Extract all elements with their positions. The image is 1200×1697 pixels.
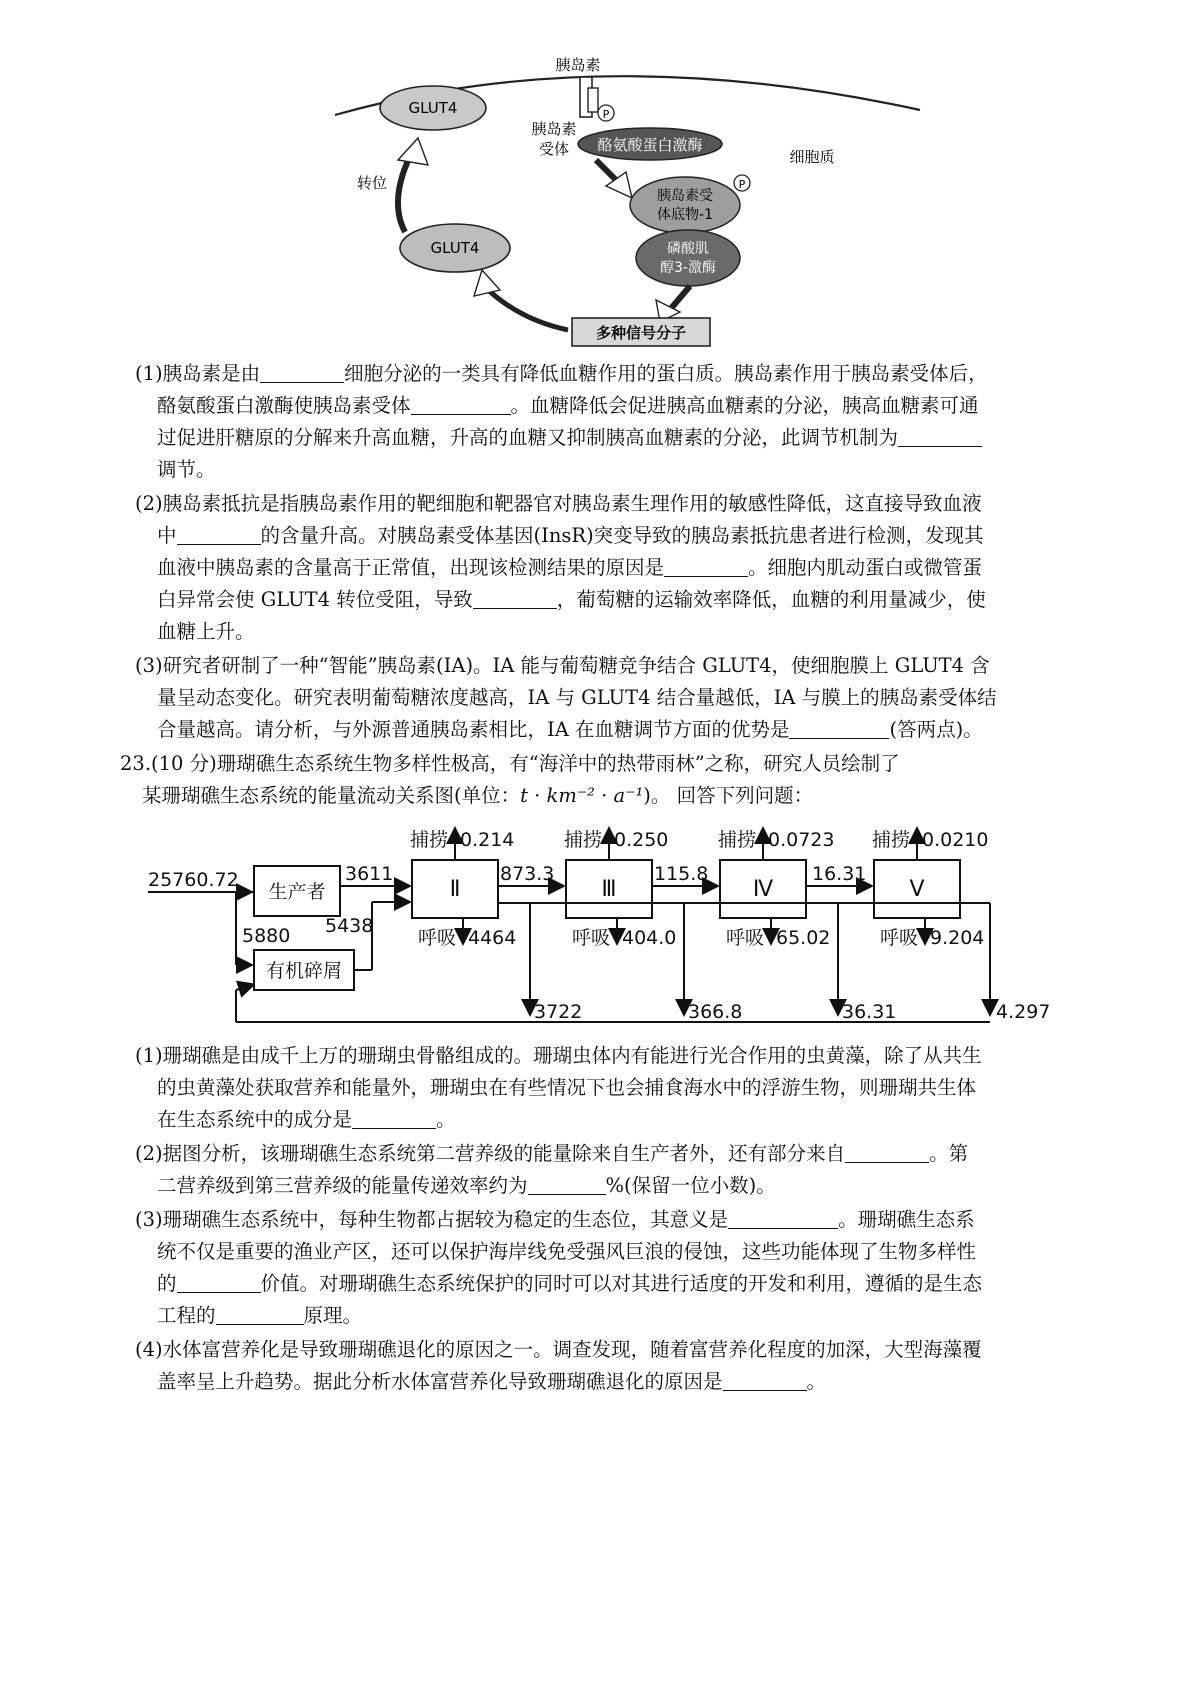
catch-label-2: 捕捞 <box>410 829 449 851</box>
flow-2-3-value: 873.3 <box>500 863 555 885</box>
catch-label-4: 捕捞 <box>718 829 757 851</box>
cytoplasm-label: 细胞质 <box>789 148 835 166</box>
answer-blank[interactable] <box>473 587 557 609</box>
energy-flow-diagram <box>0 818 1200 1033</box>
catch-label-3: 捕捞 <box>564 829 603 851</box>
catch-value-5: 0.0210 <box>922 829 989 851</box>
detritus-label: 有机碎屑 <box>265 960 343 982</box>
unit-expression: t · km⁻² · a⁻¹ <box>520 784 644 807</box>
q23-part2: (2)据图分析，该珊瑚礁生态系统第二营养级的能量除来自生产者外，还有部分来自 。第 二营养级到第三营养级的能量传递效率约为 %(保留一位小数)。 <box>135 1142 969 1197</box>
irs1-oval <box>630 177 740 233</box>
q22-part2: (2)胰岛素抵抗是指胰岛素作用的靶细胞和靶器官对胰岛素生理作用的敏感性降低，这直接导致血液 中 的含量升高。对胰岛素受体基因(InsR)突变导致的胰岛素抵抗患者进行检测，发现其 血液中胰岛素的含量高于正常值，出现该检测结果的原因是 。细胞内肌动蛋白或微管蛋 白异常会使 GLUT4 转位受阻，导致 ，葡萄糖的运输效率降低，血糖的利用量减少，使 血糖上升。 <box>135 492 986 643</box>
pi3k-oval <box>636 230 740 286</box>
answer-blank[interactable] <box>723 1369 807 1391</box>
producer-label: 生产者 <box>268 881 326 903</box>
level-4-label: Ⅳ <box>752 877 774 902</box>
answer-blank[interactable] <box>845 1141 929 1163</box>
resp-value-4: 65.02 <box>776 927 831 949</box>
irs1-label-2: 体底物-1 <box>657 207 713 223</box>
svg-text:P: P <box>738 178 746 191</box>
answer-blank[interactable] <box>898 425 982 447</box>
translocation-label: 转位 <box>356 174 388 192</box>
answer-blank[interactable] <box>789 717 889 739</box>
signals-label: 多种信号分子 <box>595 324 687 342</box>
q23-part3: (3)珊瑚礁生态系统中，每种生物都占据较为稳定的生态位，其意义是 。珊瑚礁生态系 统不仅是重要的渔业产区，还可以保护海岸线免受强风巨浪的侵蚀，这些功能体现了生物多样性 的 价值。对珊瑚礁生态系统保护的同时可以对其进行适度的开发和利用，遵循的是生态 工程的 原理。 <box>135 1208 983 1327</box>
q22-part3: (3)研究者研制了一种“智能”胰岛素(IA)。IA 能与葡萄糖竞争结合 GLUT4，使细胞膜上 GLUT4 含 量呈动态变化。研究表明葡萄糖浓度越高，IA 与 GLUT4 结合量越低，IA 与膜上的胰岛素受体结 合量越高。请分析，与外源普通胰岛素相比，IA 在血糖调节方面的优势是 (答两点)。 <box>135 654 997 741</box>
answer-blank[interactable] <box>528 1173 606 1195</box>
resp-value-2: 4464 <box>468 927 517 949</box>
det-value-4: 36.31 <box>842 1001 897 1023</box>
resp-value-5: 9.204 <box>930 927 985 949</box>
receptor-label-1: 胰岛素 <box>531 120 577 138</box>
resp-label-4: 呼吸 <box>726 927 765 949</box>
det-value-3: 366.8 <box>688 1001 743 1023</box>
det-value-5: 4.297 <box>996 1001 1051 1023</box>
glut4-top-label: GLUT4 <box>408 99 458 117</box>
level-5-label: Ⅴ <box>909 877 925 902</box>
irs1-label-1: 胰岛素受 <box>657 188 713 204</box>
pi3k-label-2: 醇3-激酶 <box>660 260 716 276</box>
answer-blank[interactable] <box>260 361 344 383</box>
detritus-to-level2-value: 5438 <box>325 915 374 937</box>
q23-part1: (1)珊瑚礁是由成千上万的珊瑚虫骨骼组成的。珊瑚虫体内有能进行光合作用的虫黄藻，除了从共生 的虫黄藻处获取营养和能量外，珊瑚虫在有些情况下也会捕食海水中的浮游生物，则珊瑚共生体 在生态系统中的成分是 。 <box>135 1044 982 1131</box>
producer-to-level2-value: 3611 <box>345 863 394 885</box>
catch-value-2: 0.214 <box>460 829 515 851</box>
answer-blank[interactable] <box>728 1207 838 1229</box>
input-value: 25760.72 <box>148 869 239 891</box>
det-value-2: 3722 <box>534 1001 583 1023</box>
tyrosine-kinase-label: 酪氨酸蛋白激酶 <box>597 136 703 154</box>
producer-to-detritus-value: 5880 <box>242 925 291 947</box>
answer-blank[interactable] <box>411 393 511 415</box>
answer-blank[interactable] <box>664 555 748 577</box>
answer-blank[interactable] <box>177 1271 261 1293</box>
q23-intro: 23.(10 分)珊瑚礁生态系统生物多样性极高，有“海洋中的热带雨林”之称，研究人员绘制了 某珊瑚礁生态系统的能量流动关系图(单位：t · km⁻² · a⁻¹)。 回答下列问题： <box>120 752 900 807</box>
flow-3-4-value: 115.8 <box>654 863 709 885</box>
catch-value-4: 0.0723 <box>768 829 835 851</box>
catch-value-3: 0.250 <box>614 829 669 851</box>
receptor-label-2: 受体 <box>538 140 570 158</box>
glut4-bottom-label: GLUT4 <box>430 239 480 257</box>
answer-blank[interactable] <box>352 1107 436 1129</box>
resp-value-3: 404.0 <box>622 927 677 949</box>
svg-text:P: P <box>602 108 610 121</box>
resp-label-2: 呼吸 <box>418 927 457 949</box>
answer-blank[interactable] <box>177 523 261 545</box>
resp-label-3: 呼吸 <box>572 927 611 949</box>
answer-blank[interactable] <box>216 1303 304 1325</box>
insulin-label: 胰岛素 <box>555 56 601 74</box>
level-2-label: Ⅱ <box>449 877 461 902</box>
pi3k-label-1: 磷酸肌 <box>667 241 709 257</box>
q23-part4: (4)水体富营养化是导致珊瑚礁退化的原因之一。调查发现，随着富营养化程度的加深，大型海藻覆 盖率呈上升趋势。据此分析水体富营养化导致珊瑚礁退化的原因是 。 <box>135 1338 982 1393</box>
catch-label-5: 捕捞 <box>872 829 911 851</box>
resp-label-5: 呼吸 <box>880 927 919 949</box>
flow-4-5-value: 16.31 <box>812 863 867 885</box>
level-3-label: Ⅲ <box>601 877 617 902</box>
q22-part1: (1)胰岛素是由 细胞分泌的一类具有降低血糖作用的蛋白质。胰岛素作用于胰岛素受体后， 酪氨酸蛋白激酶使胰岛素受体 。血糖降低会促进胰高血糖素的分泌，胰高血糖素可通 过促进肝糖原的分解来升高血糖，升高的血糖又抑制胰高血糖素的分泌，此调节机制为 调节。 <box>135 362 988 481</box>
insulin-signaling-diagram <box>0 40 1200 360</box>
